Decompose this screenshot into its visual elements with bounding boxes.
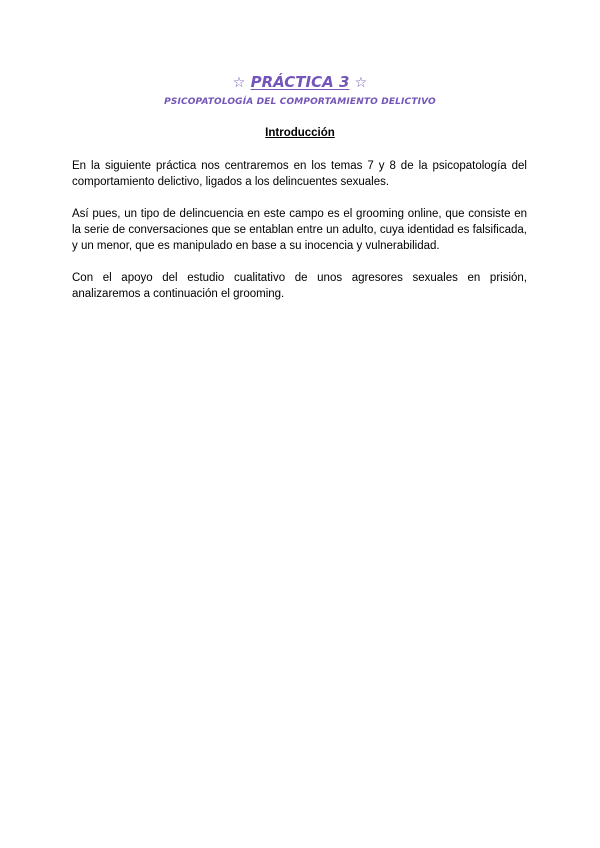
document-title-row [0,73,600,91]
document-subtitle: PSICOPATOLOGÍA DEL COMPORTAMIENTO DELICTIVO [164,97,436,107]
paragraph: Con el apoyo del estudio cualitativo de unos agresores sexuales en prisión, analizaremos a continuación el grooming. [72,272,527,300]
star-right-icon: ☆ [354,75,368,91]
paragraph: Así pues, un tipo de delincuencia en este campo es el grooming online, que consiste en la serie de conversaciones que se entablan entre un adulto, cuya identidad es falsificada, y un menor, que es manipulado en base a su inocencia y vulnerabilidad. [72,208,527,252]
paragraph: En la siguiente práctica nos centraremos en los temas 7 y 8 de la psicopatología del comportamiento delictivo, ligados a los delincuentes sexuales. [72,160,527,188]
section-heading: Introducción [265,127,335,139]
document-title: PRÁCTICA 3 [250,73,350,91]
star-left-icon: ☆ [232,75,246,91]
